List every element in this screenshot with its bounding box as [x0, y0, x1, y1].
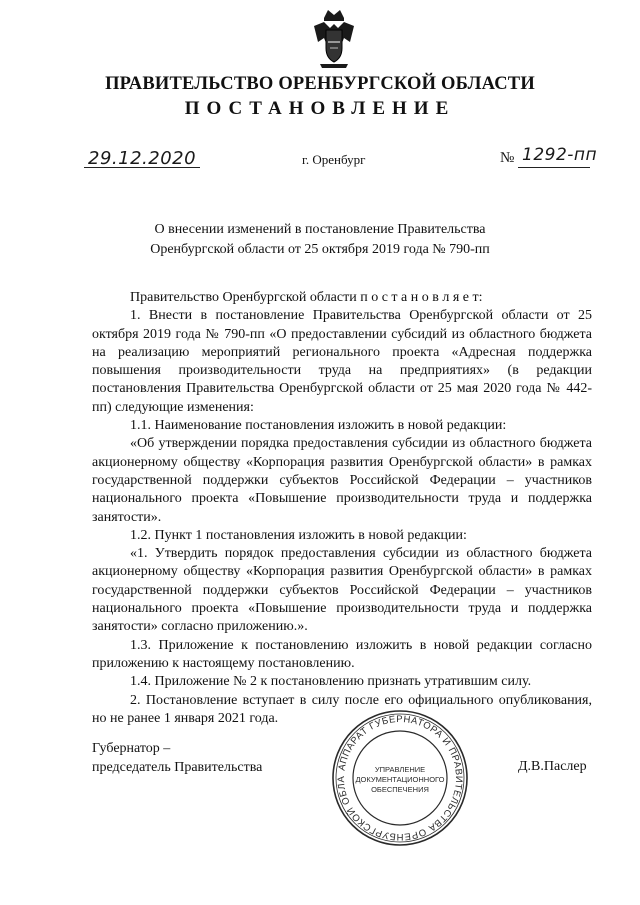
number-underline	[518, 167, 590, 168]
official-stamp	[330, 708, 470, 848]
paragraph-1-2-text: «1. Утвердить порядок предоставления субсидии из областного бюджета акционерному обществу «Корпорация развития Оренбургской области» в рамках государственной поддержки субъектов Российской Федерации – участников национального проекта «Повышение производительности труда и поддержка занятости» согласно приложению.».	[92, 546, 592, 635]
subject-line-2: Оренбургской области от 25 октября 2019 года № 790-пп	[150, 242, 490, 257]
paragraph-1-2: 1.2. Пункт 1 постановления изложить в новой редакции:	[130, 527, 467, 543]
stamp-line-3: ОБЕСПЕЧЕНИЯ	[371, 785, 429, 794]
stamp-ring-text: АППАРАТ ГУБЕРНАТОРА И ПРАВИТЕЛЬСТВА ОРЕНБУРГСКОЙ ОБЛА	[335, 713, 465, 843]
government-title: ПРАВИТЕЛЬСТВО ОРЕНБУРГСКОЙ ОБЛАСТИ	[105, 74, 535, 94]
document-body	[92, 289, 592, 728]
subject-line-1: О внесении изменений в постановление Правительства	[154, 222, 486, 237]
date-underline	[84, 167, 200, 168]
paragraph-1-1: 1.1. Наименование постановления изложить в новой редакции:	[130, 418, 507, 434]
paragraph-1: 1. Внести в постановление Правительства Оренбургской области от 25 октября 2019 года № 790-пп «О предоставлении субсидий из областного бюджета на реализацию мероприятий регионального проекта «Адресная поддержка повышения производительности труда на предприятиях» (в редакции постановления Правительства Оренбургской области от 25 мая 2020 года № 442-пп) следующие изменения:	[92, 308, 592, 415]
document-type-title: ПОСТАНОВЛЕНИЕ	[184, 98, 456, 119]
signatory-title-line-2: председатель Правительства	[92, 759, 263, 775]
paragraph-1-3: 1.3. Приложение к постановлению изложить в новой редакции согласно приложению к настоящему постановлению.	[92, 637, 592, 671]
signatory-title	[92, 740, 262, 777]
signatory-name: Д.В.Паслер	[518, 759, 587, 774]
signatory-title-line-1: Губернатор –	[92, 741, 171, 756]
document-city: г. Оренбург	[302, 152, 366, 167]
stamp-line-1: УПРАВЛЕНИЕ	[374, 765, 426, 774]
paragraph-2: 2. Постановление вступает в силу после его официального опубликования, но не ранее 1 января 2021 года.	[92, 692, 592, 726]
coat-of-arms-icon	[310, 8, 358, 70]
stamp-line-2: ДОКУМЕНТАЦИОННОГО	[355, 775, 445, 784]
paragraph-1-1-text: «Об утверждении порядка предоставления субсидии из областного бюджета акционерному обществу «Корпорация развития Оренбургской области» в рамках государственной поддержки субъектов Российской Федерации – участников национального проекта «Повышение производительности труда и поддержка занятости».	[92, 436, 592, 525]
document-date: 29.12.2020	[88, 148, 197, 169]
number-sign: №	[500, 150, 515, 166]
paragraph-1-4: 1.4. Приложение № 2 к постановлению признать утратившим силу.	[130, 674, 532, 690]
document-number: 1292-пп	[522, 145, 598, 165]
document-subject	[110, 220, 530, 260]
preamble: Правительство Оренбургской области п о с т а н о в л я е т:	[130, 290, 483, 305]
